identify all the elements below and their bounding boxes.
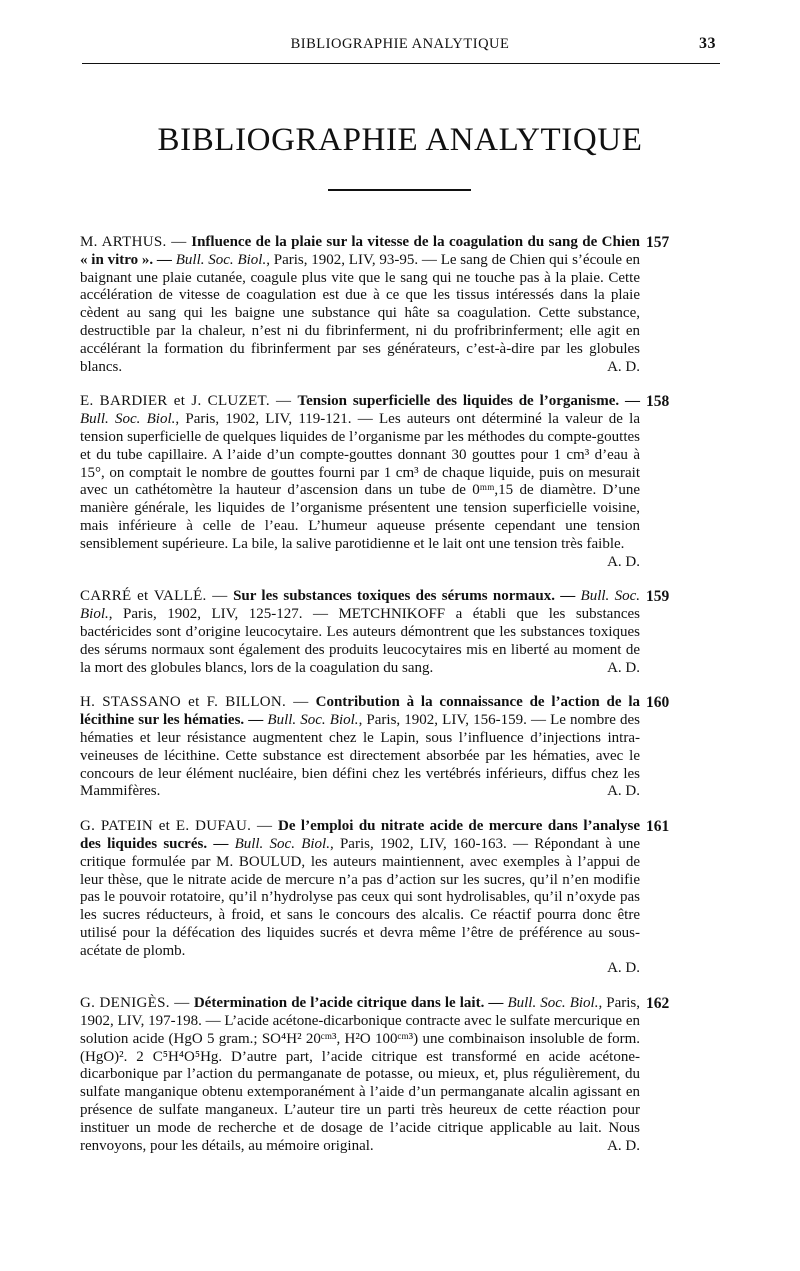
title-rule xyxy=(328,189,471,191)
entry-signature: A. D. xyxy=(607,659,640,676)
entry-number: 158 xyxy=(646,393,670,411)
entry-text: Le nombre des hématies et leur résistance augmentent chez le Lapin, sous l’influence d’injections intra-veineuses de lécithine. Cette substance est directement absorbée par les hématies, avec le concours de leur élément nucléaire, bien défini chez les vertébrés inférieurs, diffus chez les Mammifères. xyxy=(80,712,640,800)
entry-source: Bull. Soc. Biol. xyxy=(234,835,330,852)
entry-signature: A. D. xyxy=(607,1137,640,1154)
entry-number: 159 xyxy=(646,588,670,606)
entry-number: 161 xyxy=(646,818,670,836)
entry-161 xyxy=(80,818,670,978)
entry-160 xyxy=(80,694,670,801)
entry-authors: M. ARTHUS. — xyxy=(80,234,192,250)
entry-authors: G. DENIGÈS. — xyxy=(80,995,194,1012)
entry-source: Bull. Soc. Biol. xyxy=(267,712,359,729)
entry-number: 162 xyxy=(646,995,670,1013)
entry-citation: , Paris, 1902, LIV, 160-163. — xyxy=(329,835,535,852)
running-head-title: BIBLIOGRAPHIE ANALYTIQUE xyxy=(290,36,510,52)
entry-number: 157 xyxy=(646,234,670,251)
entry-authors: G. PATEIN et E. DUFAU. — xyxy=(80,818,278,835)
entry-source: Bull. Soc. Biol. xyxy=(80,588,640,623)
entry-citation: , Paris, 1902, LIV, 156-159. — xyxy=(358,712,551,729)
entry-title: Détermination de l’acide citrique dans le lait. — xyxy=(193,995,508,1012)
entry-signature: A. D. xyxy=(607,553,640,570)
bibliography-entries xyxy=(80,234,670,1172)
entry-citation: , Paris, 1902, LIV, 93-95. — xyxy=(266,251,441,268)
entry-number: 160 xyxy=(646,694,670,712)
entry-text: METCHNIKOFF a établi que les substances bactéricides sont d’origine leucocytaire. Les auteurs démontrent que les substances toxiques des sérums normaux sont également des produits leucocytaires mis en liberté au moment de la mort des globules blancs, lors de la coagulation du sang. xyxy=(80,606,640,676)
entry-signature: A. D. xyxy=(607,358,640,375)
entry-signature: A. D. xyxy=(607,960,640,977)
entry-157 xyxy=(80,234,670,376)
entry-authors: H. STASSANO et F. BILLON. — xyxy=(80,694,316,711)
entry-text: Les auteurs ont déterminé la valeur de la tension superficielle de quelques liquides de l’organisme par les méthodes du compte-gouttes et du tube capillaire. A l’aide d’un compte-gouttes donnant 30 gouttes pour 1 cm³ d’eau à 15°, on comptait le nombre de gouttes fourni par 1 cm³ de chaque liquide, puis on mesurait avec un cathétomètre la hauteur d’ascension dans un tube de 0ᵐᵐ,15 de diamètre. D’une manière générale, les liquides de l’organisme présentent une tension superficielle voisine, mais inférieure à celle de l’eau. L’humeur aqueuse présente cependant une tension sensiblement supérieure. La bile, la salive parotidienne et le lait ont une tension très faible. xyxy=(80,411,641,552)
entry-158 xyxy=(80,393,670,571)
entry-authors: CARRÉ et VALLÉ. — xyxy=(80,588,234,605)
entry-signature: A. D. xyxy=(607,783,640,800)
entry-source: Bull. Soc. Biol. xyxy=(175,251,267,268)
entry-162 xyxy=(80,995,670,1155)
entry-authors: E. BARDIER et J. CLUZET. — xyxy=(80,393,298,410)
entry-text: L’acide acétone-dicarbonique contracte avec le sulfate mercurique en solution acide (HgO 5 gram.; SO⁴H² 20ᶜᵐ³, H²O 100ᶜᵐ³) une combinaison insoluble de form. (HgO)². 2 C⁵H⁴O⁵Hg. D’autre part, l’acide citrique est transformé en acide acétone-dicarbonique par l’action du permanganate de potasse, ou mieux, et, plus régulièrement, du sulfate manganique obtenu extemporanément à l’aide d’un permanganate alcalin agissant en présence de sulfate manganeux. L’auteur tire un parti très heureux de cette réaction pour instituer un mode de recherche et de dosage de l’acide citrique applicable au lait. Nous renvoyons, pour les détails, au mémoire original. xyxy=(80,1013,640,1154)
entry-159 xyxy=(80,588,670,677)
page-number: 33 xyxy=(699,35,716,52)
entry-source: Bull. Soc. Biol. xyxy=(80,411,176,428)
entry-title: Influence de la plaie sur la vitesse de la coagulation du sang de Chien « in vitro ». — xyxy=(80,234,640,268)
entry-source: Bull. Soc. Biol. xyxy=(507,995,599,1012)
entry-citation: , Paris, 1902, LIV, 125-127. — xyxy=(108,606,339,623)
entry-text: Le sang de Chien qui s’écoule en baignant une plaie cutanée, coagule plus vite que le sang qui ne touche pas à la plaie. Cette accélération de vitesse de coagulation est due à ce que les tissus intéressés dans la plaie cèdent au sang qui les baigne une substance qui hâte sa coagulation. Cette substance, destructible par la chaleur, n’est ni du fibrinferment, ni du profribrinferment; elle agit en accélérant la formation du fibrinferment par ses générateurs, c’est-à-dire par les globules blancs. xyxy=(80,251,640,375)
entry-title: Contribution à la connaissance de l’action de la lécithine sur les hématies. — xyxy=(80,694,640,729)
entry-citation: , Paris, 1902, LIV, 197-198. — xyxy=(80,995,641,1030)
entry-title: Sur les substances toxiques des sérums normaux. — xyxy=(233,588,581,605)
entry-text: Répondant à une critique formulée par M. BOULUD, les auteurs maintiennent, avec exemples à l’appui de leur thèse, que le nitrate acide de mercure n’a pas d’action sur les sucres, qu’il n’en modifie pas le pouvoir rotatoire, qu’il n’hydrolyse pas ceux qui sont hydrolisables, qu’il n’oxyde pas les sucres réducteurs, à froid, et sans le concours des alcalis. Ce réactif pourra donc être utilisé pour la défécation des liquides sucrés et devra même l’être de préférence au sous-acétate de plomb. xyxy=(80,835,640,959)
header-rule xyxy=(82,63,720,64)
page-title: BIBLIOGRAPHIE ANALYTIQUE xyxy=(157,122,643,158)
entry-title: De l’emploi du nitrate acide de mercure dans l’analyse des liquides sucrés. — xyxy=(80,818,640,852)
entry-title: Tension superficielle des liquides de l’organisme. — xyxy=(297,393,640,410)
running-head xyxy=(80,36,720,56)
entry-citation: , Paris, 1902, LIV, 119-121. — xyxy=(175,411,379,428)
